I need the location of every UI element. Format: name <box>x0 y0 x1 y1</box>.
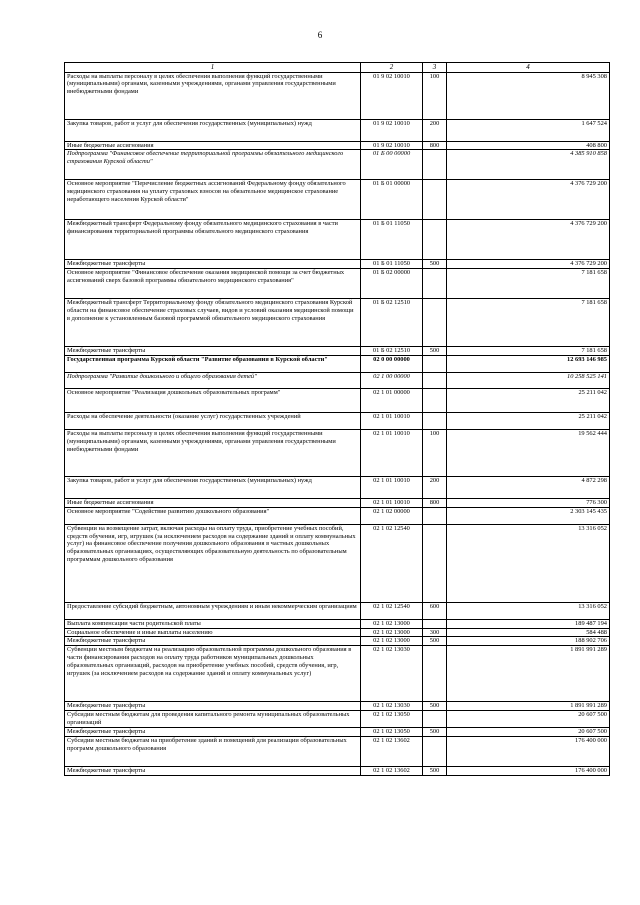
cell-code: 01 Б 00 00000 <box>361 150 423 180</box>
cell-name: Субсидии местным бюджетам для проведения капитального ремонта муниципальных образовательных организаций <box>65 711 361 728</box>
cell-name: Закупка товаров, работ и услуг для обеспечения государственных (муниципальных) нужд <box>65 119 361 141</box>
table-row <box>65 388 610 412</box>
cell-sum: 1 647 524 <box>447 119 610 141</box>
table-row <box>65 220 610 260</box>
cell-sum: 19 562 444 <box>447 429 610 476</box>
table-row <box>65 524 610 602</box>
cell-name: Основное мероприятие "Финансовое обеспечение оказания медицинской помощи за счет бюджетных ассигнований сверх базовой программы обязательного медицинского страхования" <box>65 269 361 299</box>
cell-vr <box>423 619 447 628</box>
cell-sum: 7 181 658 <box>447 347 610 356</box>
cell-sum: 13 316 052 <box>447 602 610 619</box>
cell-sum: 2 303 145 435 <box>447 507 610 524</box>
cell-vr: 200 <box>423 119 447 141</box>
cell-sum: 176 400 000 <box>447 736 610 766</box>
table-row <box>65 299 610 347</box>
budget-table <box>64 62 610 776</box>
cell-vr: 200 <box>423 476 447 498</box>
cell-vr <box>423 388 447 412</box>
table-row <box>65 602 610 619</box>
cell-sum: 13 316 052 <box>447 524 610 602</box>
table-row <box>65 72 610 119</box>
cell-code: 02 1 01 10010 <box>361 498 423 507</box>
column-header-sum: 4 <box>447 63 610 73</box>
cell-code: 02 1 02 13050 <box>361 711 423 728</box>
cell-vr: 500 <box>423 637 447 646</box>
cell-sum: 4 376 729 200 <box>447 260 610 269</box>
table-row <box>65 150 610 180</box>
cell-code: 02 1 02 13000 <box>361 637 423 646</box>
cell-name: Иные бюджетные ассигнования <box>65 498 361 507</box>
cell-sum: 4 872 298 <box>447 476 610 498</box>
cell-name: Социальное обеспечение и иные выплаты населению <box>65 628 361 637</box>
table-row <box>65 180 610 220</box>
cell-vr: 600 <box>423 602 447 619</box>
table-row <box>65 736 610 766</box>
cell-vr <box>423 412 447 429</box>
cell-sum: 4 385 910 858 <box>447 150 610 180</box>
cell-sum: 1 891 991 289 <box>447 702 610 711</box>
cell-name: Межбюджетные трансферты <box>65 766 361 775</box>
table-row <box>65 355 610 372</box>
cell-code: 02 1 01 10010 <box>361 476 423 498</box>
cell-vr <box>423 372 447 388</box>
cell-sum: 12 693 146 985 <box>447 355 610 372</box>
cell-name: Расходы на выплаты персоналу в целях обеспечения выполнения функций государственными (муниципальными) органами, казенными учреждениями, органами управления государственными внебюджетными фондами <box>65 429 361 476</box>
table-row <box>65 372 610 388</box>
cell-vr: 300 <box>423 628 447 637</box>
cell-name: Государственная программа Курской области "Развитие образования в Курской области" <box>65 355 361 372</box>
cell-vr: 500 <box>423 728 447 737</box>
cell-name: Закупка товаров, работ и услуг для обеспечения государственных (муниципальных) нужд <box>65 476 361 498</box>
cell-code: 02 1 00 00000 <box>361 372 423 388</box>
cell-sum: 25 211 042 <box>447 388 610 412</box>
cell-sum: 1 891 991 289 <box>447 646 610 702</box>
cell-code: 02 1 02 13000 <box>361 619 423 628</box>
cell-sum: 8 945 308 <box>447 72 610 119</box>
table-row <box>65 619 610 628</box>
cell-name: Предоставление субсидий бюджетным, автономным учреждениям и иным некоммерческим организациям <box>65 602 361 619</box>
cell-code: 02 1 02 00000 <box>361 507 423 524</box>
table-row <box>65 711 610 728</box>
table-row <box>65 269 610 299</box>
cell-code: 01 9 02 10010 <box>361 119 423 141</box>
table-row <box>65 702 610 711</box>
cell-sum: 10 258 525 141 <box>447 372 610 388</box>
cell-vr: 500 <box>423 766 447 775</box>
table-row <box>65 347 610 356</box>
cell-vr: 100 <box>423 72 447 119</box>
cell-code: 02 1 02 13030 <box>361 646 423 702</box>
cell-code: 02 1 02 12540 <box>361 602 423 619</box>
cell-name: Субвенции местным бюджетам на реализацию образовательной программы дошкольного образования в части финансирования расходов на оплату труда работников муниципальных дошкольных образовательных организаций, расходов на приобретение учебных пособий, средств обучения, игр, игрушек (за исключением расходов на содержание зданий и оплату коммунальных услуг) <box>65 646 361 702</box>
cell-name: Выплата компенсации части родительской платы <box>65 619 361 628</box>
cell-sum: 20 607 500 <box>447 711 610 728</box>
cell-vr <box>423 524 447 602</box>
cell-name: Межбюджетные трансферты <box>65 637 361 646</box>
column-header-vr: 3 <box>423 63 447 73</box>
cell-name: Межбюджетные трансферты <box>65 728 361 737</box>
table-row <box>65 498 610 507</box>
cell-code: 02 1 02 13000 <box>361 628 423 637</box>
cell-name: Межбюджетные трансферты <box>65 702 361 711</box>
cell-name: Основное мероприятие "Перечисление бюджетных ассигнований Федеральному фонду обязательного медицинского страхования на уплату страховых взносов на обязательное медицинское страхование неработающего населения Курской области" <box>65 180 361 220</box>
cell-code: 02 1 02 13030 <box>361 702 423 711</box>
table-row <box>65 429 610 476</box>
cell-code: 01 Б 01 11050 <box>361 260 423 269</box>
table-row <box>65 507 610 524</box>
table-row <box>65 766 610 775</box>
cell-code: 02 1 02 12540 <box>361 524 423 602</box>
cell-name: Основное мероприятие "Реализация дошкольных образовательных программ" <box>65 388 361 412</box>
cell-vr <box>423 736 447 766</box>
cell-vr <box>423 299 447 347</box>
column-header-code: 2 <box>361 63 423 73</box>
table-row <box>65 119 610 141</box>
column-header-name: 1 <box>65 63 361 73</box>
cell-vr <box>423 711 447 728</box>
cell-code: 01 Б 02 12510 <box>361 299 423 347</box>
table-row <box>65 141 610 150</box>
cell-name: Расходы на выплаты персоналу в целях обеспечения выполнения функций государственными (муниципальными) органами, казенными учреждениями, органами управления государственными внебюджетными фондами <box>65 72 361 119</box>
cell-name: Основное мероприятие "Содействие развитию дошкольного образования" <box>65 507 361 524</box>
cell-vr <box>423 269 447 299</box>
cell-code: 01 9 02 10010 <box>361 72 423 119</box>
cell-code: 01 Б 01 11050 <box>361 220 423 260</box>
cell-name: Межбюджетный трансферт Федеральному фонду обязательного медицинского страхования в части финансирования территориальной программы обязательного медицинского страхования <box>65 220 361 260</box>
cell-sum: 4 376 729 200 <box>447 180 610 220</box>
table-body <box>65 72 610 775</box>
cell-name: Межбюджетный трансферт Территориальному фонду обязательного медицинского страхования Курской области на финансовое обеспечение страховых случаев, видов и условий оказания медицинской помощи в дополнение к установленным базовой программой обязательного медицинского страхования <box>65 299 361 347</box>
cell-vr: 500 <box>423 347 447 356</box>
cell-sum: 7 181 658 <box>447 269 610 299</box>
table-row <box>65 628 610 637</box>
table-row <box>65 637 610 646</box>
cell-sum: 20 607 500 <box>447 728 610 737</box>
cell-code: 02 1 01 10010 <box>361 429 423 476</box>
cell-name: Субсидии местным бюджетам на приобретение зданий и помещений для реализации образовательных программ дошкольного образования <box>65 736 361 766</box>
cell-vr: 800 <box>423 141 447 150</box>
cell-vr <box>423 220 447 260</box>
cell-name: Подпрограмма "Развитие дошкольного и общего образования детей" <box>65 372 361 388</box>
cell-code: 02 1 01 10010 <box>361 412 423 429</box>
cell-code: 02 1 02 13050 <box>361 728 423 737</box>
cell-sum: 25 211 042 <box>447 412 610 429</box>
cell-sum: 776 300 <box>447 498 610 507</box>
cell-vr <box>423 355 447 372</box>
cell-code: 02 0 00 00000 <box>361 355 423 372</box>
cell-sum: 584 488 <box>447 628 610 637</box>
cell-code: 02 1 02 13602 <box>361 766 423 775</box>
cell-vr <box>423 150 447 180</box>
cell-code: 01 9 02 10010 <box>361 141 423 150</box>
cell-sum: 189 487 194 <box>447 619 610 628</box>
cell-name: Субвенции на возмещение затрат, включая расходы на оплату труда, приобретение учебных пособий, средств обучения, игр, игрушек (за исключением расходов на содержание зданий и оплату коммунальных услуг) на финансовое обеспечение получения дошкольного образования в частных дошкольных образовательных организациях, осуществляющих образовательную деятельность по образовательным программам дошкольного образования <box>65 524 361 602</box>
page-number: 6 <box>317 30 323 40</box>
cell-code: 01 Б 01 00000 <box>361 180 423 220</box>
table-row <box>65 646 610 702</box>
cell-sum: 7 181 658 <box>447 299 610 347</box>
cell-sum: 188 902 706 <box>447 637 610 646</box>
cell-name: Межбюджетные трансферты <box>65 260 361 269</box>
cell-sum: 176 400 000 <box>447 766 610 775</box>
cell-vr <box>423 180 447 220</box>
cell-code: 01 Б 02 12510 <box>361 347 423 356</box>
cell-code: 02 1 02 13602 <box>361 736 423 766</box>
cell-code: 02 1 01 00000 <box>361 388 423 412</box>
cell-vr <box>423 507 447 524</box>
cell-sum: 4 376 729 200 <box>447 220 610 260</box>
cell-sum: 408 800 <box>447 141 610 150</box>
cell-name: Иные бюджетные ассигнования <box>65 141 361 150</box>
column-number-row <box>65 63 610 73</box>
cell-vr: 800 <box>423 498 447 507</box>
table-row <box>65 728 610 737</box>
cell-vr: 500 <box>423 260 447 269</box>
cell-vr <box>423 646 447 702</box>
table-row <box>65 476 610 498</box>
cell-vr: 100 <box>423 429 447 476</box>
cell-name: Расходы на обеспечение деятельности (оказание услуг) государственных учреждений <box>65 412 361 429</box>
table-row <box>65 412 610 429</box>
cell-name: Подпрограмма "Финансовое обеспечение территориальной программы обязательного медицинского страхования Курской области" <box>65 150 361 180</box>
cell-code: 01 Б 02 00000 <box>361 269 423 299</box>
cell-vr: 500 <box>423 702 447 711</box>
cell-name: Межбюджетные трансферты <box>65 347 361 356</box>
table-row <box>65 260 610 269</box>
